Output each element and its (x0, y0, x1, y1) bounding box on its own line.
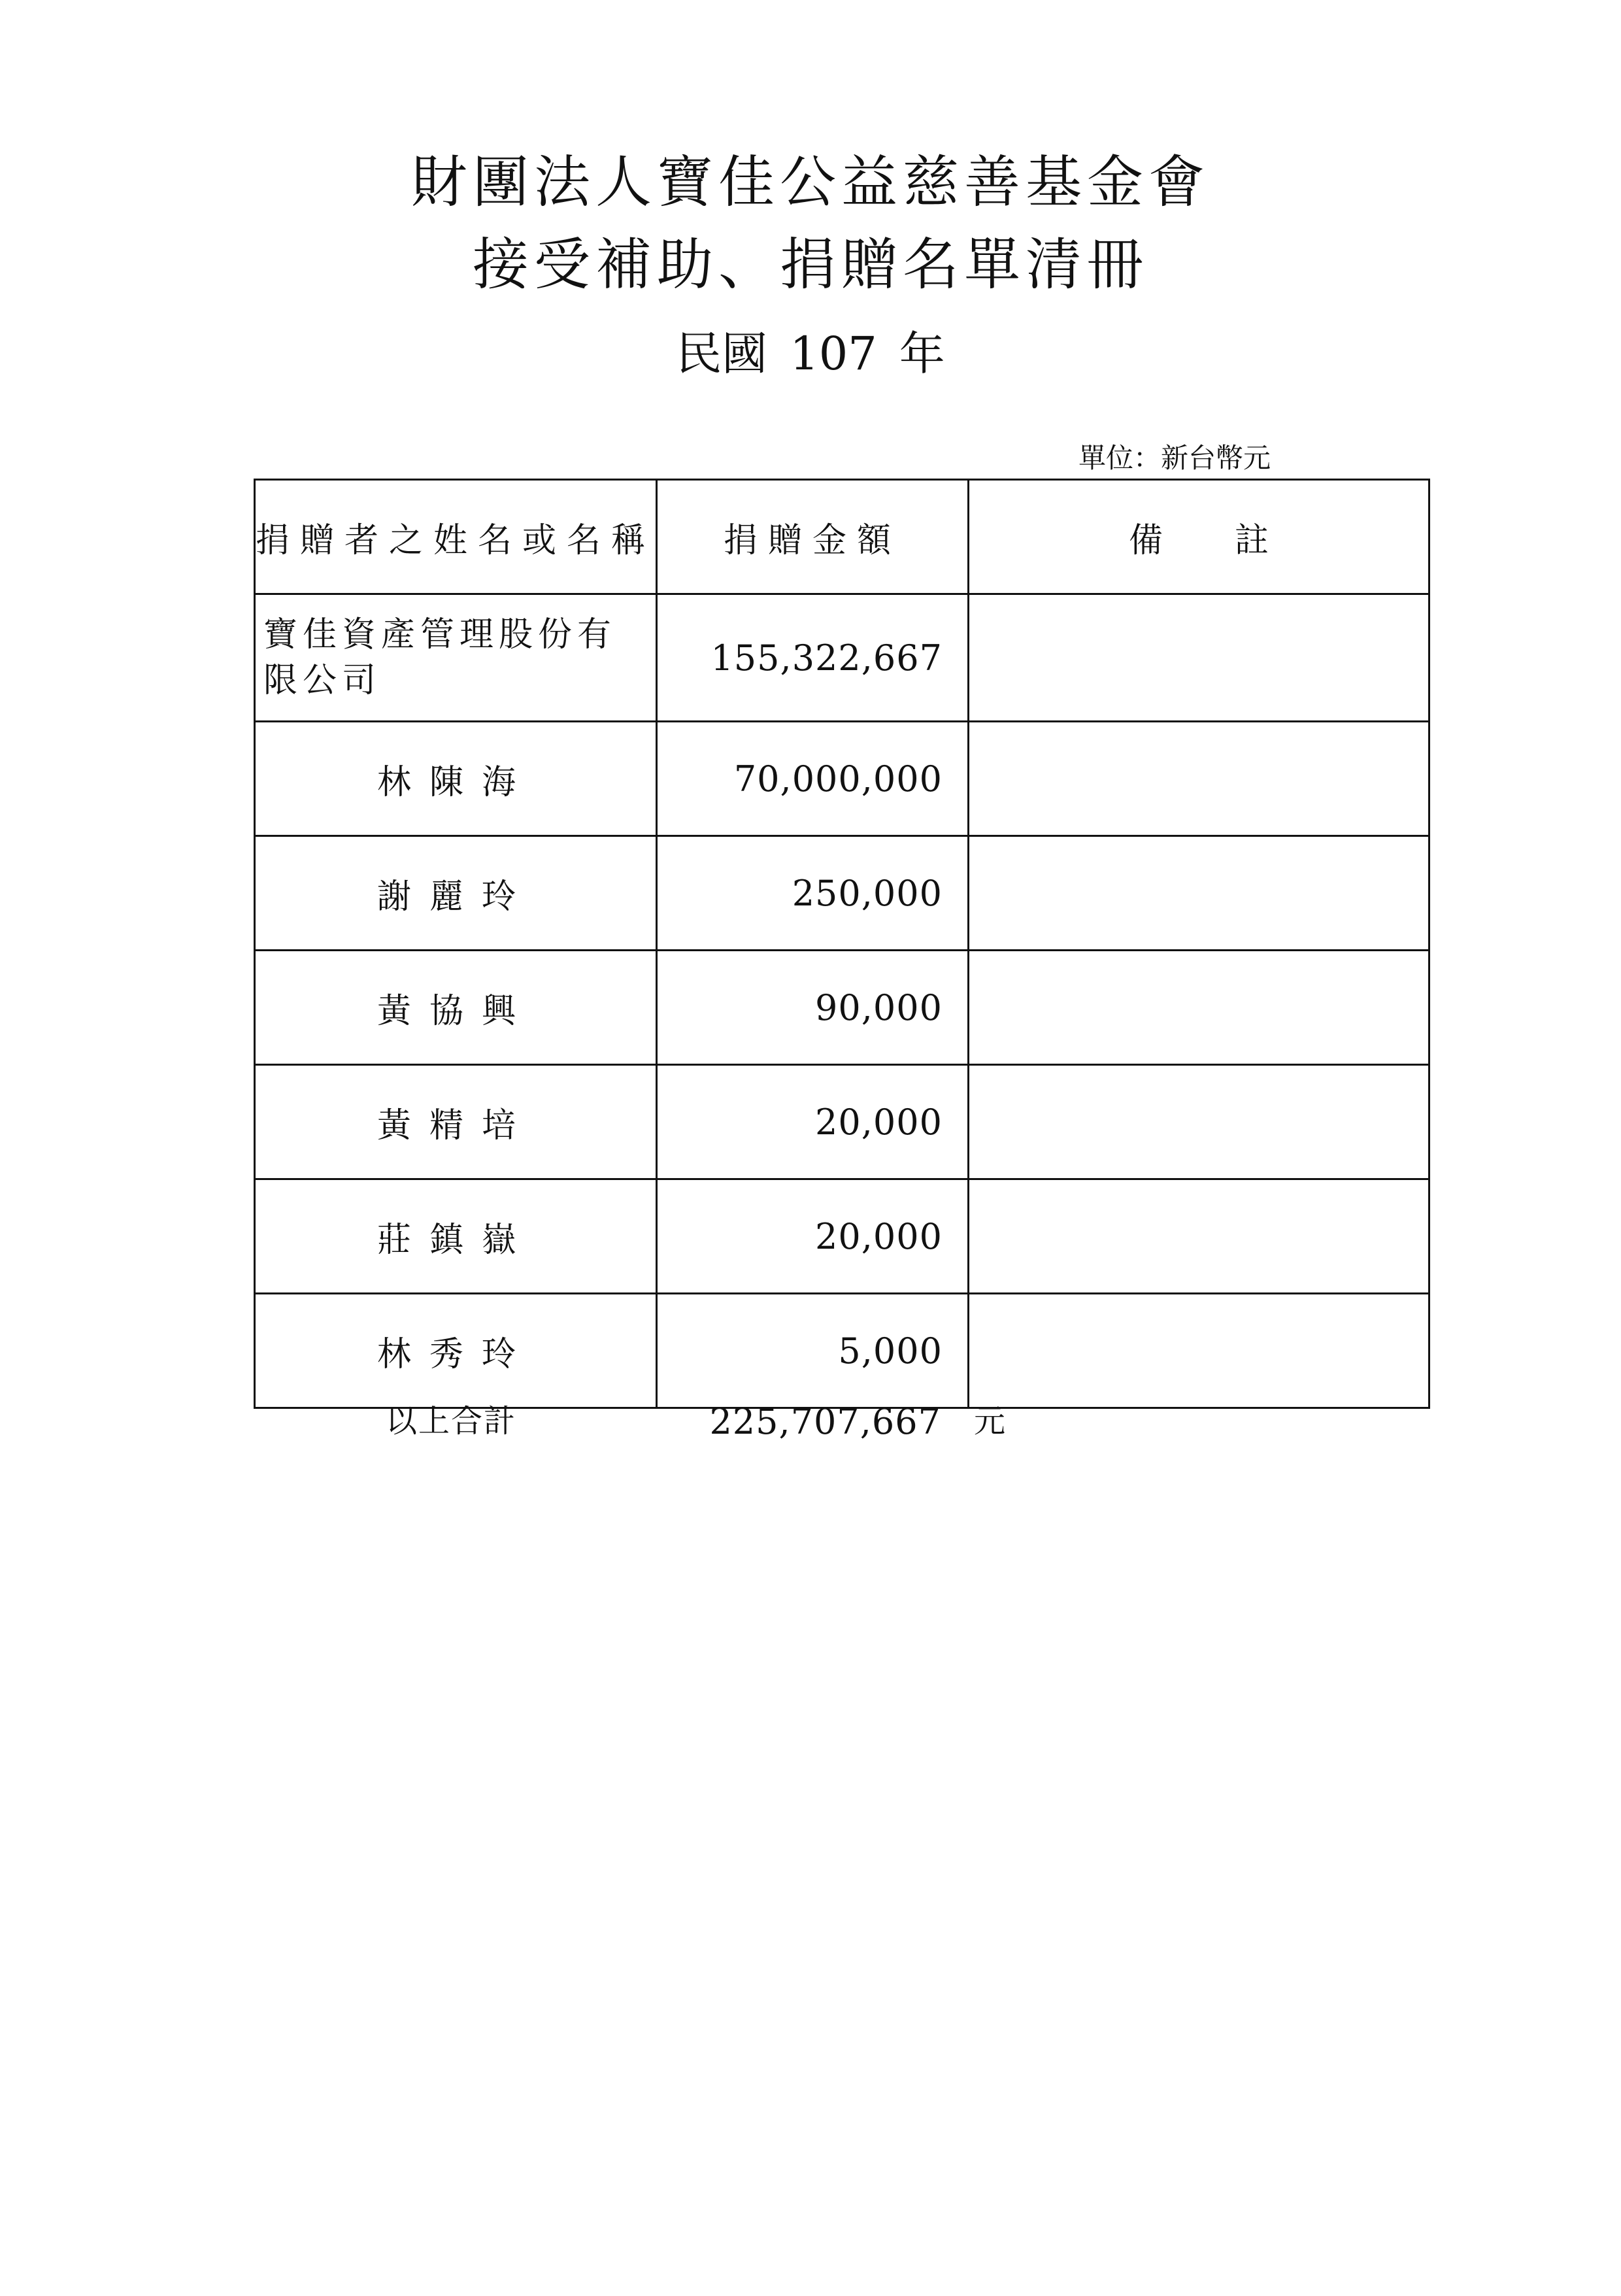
table-row (255, 1294, 1429, 1408)
document-year (0, 327, 1621, 380)
document-subtitle: 接受補助、捐贈名單清冊 (473, 232, 1148, 297)
column-header-amount: 捐贈金額 (657, 480, 969, 594)
table-row (255, 836, 1429, 951)
donation-amount-cell: 70,000,000 (657, 722, 969, 836)
donor-name-cell: 謝麗玲 (255, 836, 657, 951)
table-row (255, 1065, 1429, 1179)
donation-amount-cell: 20,000 (657, 1065, 969, 1179)
table-header-row (255, 480, 1429, 594)
column-header-donor-name: 捐贈者之姓名或名稱 (255, 480, 657, 594)
donor-name-cell: 寶佳資產管理股份有限公司 (255, 594, 657, 722)
donation-amount-cell: 5,000 (657, 1294, 969, 1408)
column-header-note: 備註 (969, 480, 1429, 594)
table-row (255, 1179, 1429, 1294)
note-cell (969, 594, 1429, 722)
year-suffix: 年 (899, 327, 945, 380)
note-cell (969, 722, 1429, 836)
year-number: 107 (790, 327, 877, 380)
note-cell (969, 1065, 1429, 1179)
table-row (255, 951, 1429, 1065)
note-cell (969, 951, 1429, 1065)
total-label: 以上合計 (386, 1403, 517, 1440)
currency-unit-note: 單位：新台幣元 (1078, 442, 1271, 474)
table-row (255, 594, 1429, 722)
donor-name-cell: 林陳海 (255, 722, 657, 836)
year-prefix: 民國 (676, 327, 768, 380)
note-cell (969, 1294, 1429, 1408)
donor-name-cell: 林秀玲 (255, 1294, 657, 1408)
note-cell (969, 836, 1429, 951)
note-cell (969, 1179, 1429, 1294)
donor-name-cell: 莊鎮嶽 (255, 1179, 657, 1294)
donor-name-cell: 黃協興 (255, 951, 657, 1065)
donation-amount-cell: 20,000 (657, 1179, 969, 1294)
donor-name-cell: 黃精培 (255, 1065, 657, 1179)
donation-amount-cell: 155,322,667 (657, 594, 969, 722)
total-unit: 元 (974, 1403, 1006, 1440)
document-title: 財團法人寶佳公益慈善基金會 (411, 150, 1210, 215)
donation-amount-cell: 250,000 (657, 836, 969, 951)
donation-amount-cell: 90,000 (657, 951, 969, 1065)
total-amount: 225,707,667 (709, 1401, 941, 1442)
donation-table (254, 479, 1430, 1409)
table-row (255, 722, 1429, 836)
